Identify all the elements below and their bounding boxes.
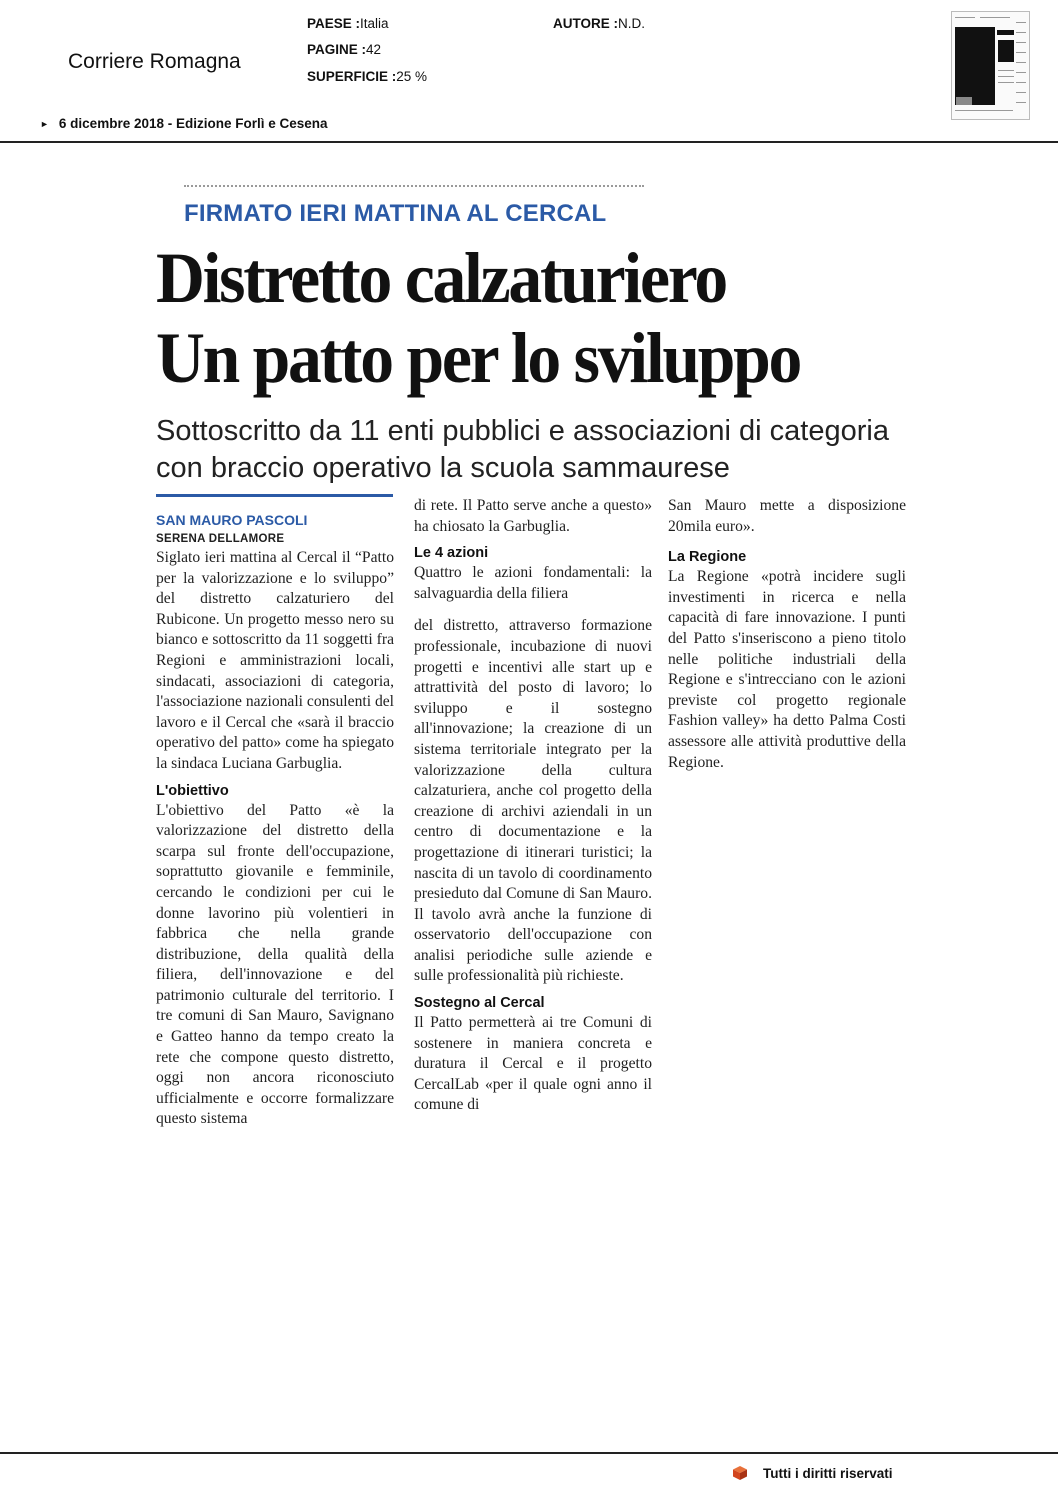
meta-pagine: [307, 42, 381, 57]
subhead-line-2: con braccio operativo la scuola sammaurese: [156, 452, 730, 484]
article-kicker: FIRMATO IERI MATTINA AL CERCAL: [184, 200, 607, 227]
paragraph: di rete. Il Patto serve anche a questo» ha chiosato la Garbuglia.: [414, 497, 652, 535]
thumb-line: [1016, 82, 1026, 83]
thumb-line: [1016, 32, 1026, 33]
publication-name: Corriere Romagna: [68, 50, 241, 73]
edition-line: [40, 116, 328, 131]
meta-superficie-label: SUPERFICIE :: [307, 69, 397, 84]
paragraph: Quattro le azioni fondamentali: la salvaguardia della filiera: [414, 564, 652, 602]
thumb-line: [980, 17, 1010, 18]
article-headline: [156, 238, 800, 398]
meta-superficie-value: 25 %: [396, 69, 428, 84]
subhead-line-1: Sottoscritto da 11 enti pubblici e associazioni di categoria: [156, 415, 889, 447]
column-gap: [414, 604, 652, 616]
kicker-dotted-rule: [184, 185, 644, 187]
thumb-line: [998, 82, 1014, 83]
header-divider: [0, 141, 1058, 143]
paragraph: Siglato ieri mattina al Cercal il “Patto per la valorizzazione e lo sviluppo” del distretto calzaturiero del Rubicone. Un progetto messo nero su bianco e sottoscritto da 11 soggetti fra Regioni e amministrazioni locali, sindacati, associazioni di categoria, l'associazione nazionali consulenti del lavoro e il Cercal che «sarà il braccio operativo del patto» come ha spiegato la sindaca Luciana Garbuglia.: [156, 549, 394, 772]
meta-autore-label: AUTORE :: [553, 16, 619, 31]
thumb-photo: [956, 97, 972, 105]
article-column-1: [156, 496, 394, 1130]
thumb-dark-block: [997, 30, 1014, 35]
section-heading: Le 4 azioni: [414, 545, 489, 562]
author-byline: SERENA DELLAMORE: [156, 533, 285, 545]
thumb-line: [1016, 102, 1026, 103]
article-subhead: [156, 413, 889, 487]
thumb-line: [955, 17, 975, 18]
page-thumbnail: [951, 11, 1030, 120]
thumb-dark-block: [998, 40, 1014, 62]
thumb-line: [1016, 72, 1026, 73]
section-heading: L'obiettivo: [156, 782, 229, 799]
meta-paese: [307, 16, 389, 31]
headline-line-1: Distretto calzaturiero: [156, 238, 726, 318]
thumb-line: [998, 70, 1014, 71]
thumb-line: [1016, 52, 1026, 53]
paragraph: San Mauro mette a disposizione 20mila euro».: [668, 497, 906, 535]
thumb-line: [1016, 22, 1026, 23]
meta-superficie: [307, 69, 427, 84]
thumb-line: [1016, 92, 1026, 93]
thumb-line: [1016, 62, 1026, 63]
cube-logo-icon: [733, 1466, 747, 1480]
meta-pagine-value: 42: [366, 42, 382, 57]
thumb-line: [998, 76, 1014, 77]
footer-divider: [0, 1452, 1058, 1454]
meta-autore-value: N.D.: [618, 16, 646, 31]
meta-pagine-label: PAGINE :: [307, 42, 367, 57]
section-heading: Sostegno al Cercal: [414, 995, 545, 1012]
paragraph: del distretto, attraverso formazione professionale, incubazione di nuovi progetti e incentivi alle start up e attrattività del posto di lavoro; lo sviluppo e il sostegno all'innovazione; la creazione di un sistema territoriale integrato per la valorizzazione della cultura calzaturiera, anche col progetto della creazione di archivi aziendali in un centro di documentazione e la progettazione di itinerari turistici; la nascita di un tavolo di coordinamento presieduto dal Comune di San Mauro. Il tavolo avrà anche la funzione di osservatorio dell'occupazione con analisi periodiche sulle aziende e sulle professionalità più richieste.: [414, 617, 652, 985]
rights-reserved: Tutti i diritti riservati: [763, 1466, 893, 1481]
arrow-right-icon: ►: [40, 119, 49, 129]
dateline: SAN MAURO PASCOLI: [156, 512, 308, 528]
meta-paese-value: Italia: [360, 16, 389, 31]
section-heading: La Regione: [668, 549, 747, 566]
paragraph: L'obiettivo del Patto «è la valorizzazione del distretto della scarpa sul fronte dell'occupazione, soprattutto giovanile e femminile, cercando le condizioni per cui le donne lavorino più volentieri in fabbrica che nella grande distribuzione, della qualità della filiera, dell'innovazione e del patrimonio culturale del territorio. I tre comuni di San Mauro, Savignano e Gatteo hanno da tempo creato la rete che compone questo distretto, oggi non ancora riconosciuto ufficialmente e occorre formalizzare questo sistema: [156, 801, 394, 1128]
thumb-line: [955, 110, 1013, 111]
meta-paese-label: PAESE :: [307, 16, 361, 31]
article-column-3: [668, 496, 906, 773]
thumb-line: [1016, 42, 1026, 43]
edition-text: 6 dicembre 2018 - Edizione Forlì e Cesena: [58, 116, 328, 131]
headline-line-2: Un patto per lo sviluppo: [156, 318, 801, 398]
thumb-dark-block: [955, 27, 995, 105]
paragraph: La Regione «potrà incidere sugli investimenti in ricerca e nella capacità di fare innovazione. I punti del Patto s'inseriscono a pieno titolo nelle politiche industriali della Regione e s'intrecciano con le azioni previste col progetto regionale Fashion valley» ha detto Palma Costi assessore alle attività produttive della Regione.: [668, 568, 906, 771]
article-column-2: [414, 496, 652, 1116]
meta-autore: [553, 16, 645, 31]
paragraph: Il Patto permetterà ai tre Comuni di sostenere in maniera concreta e duratura il Cercal e il progetto CercalLab «per il quale ogni anno il comune di: [414, 1014, 652, 1114]
